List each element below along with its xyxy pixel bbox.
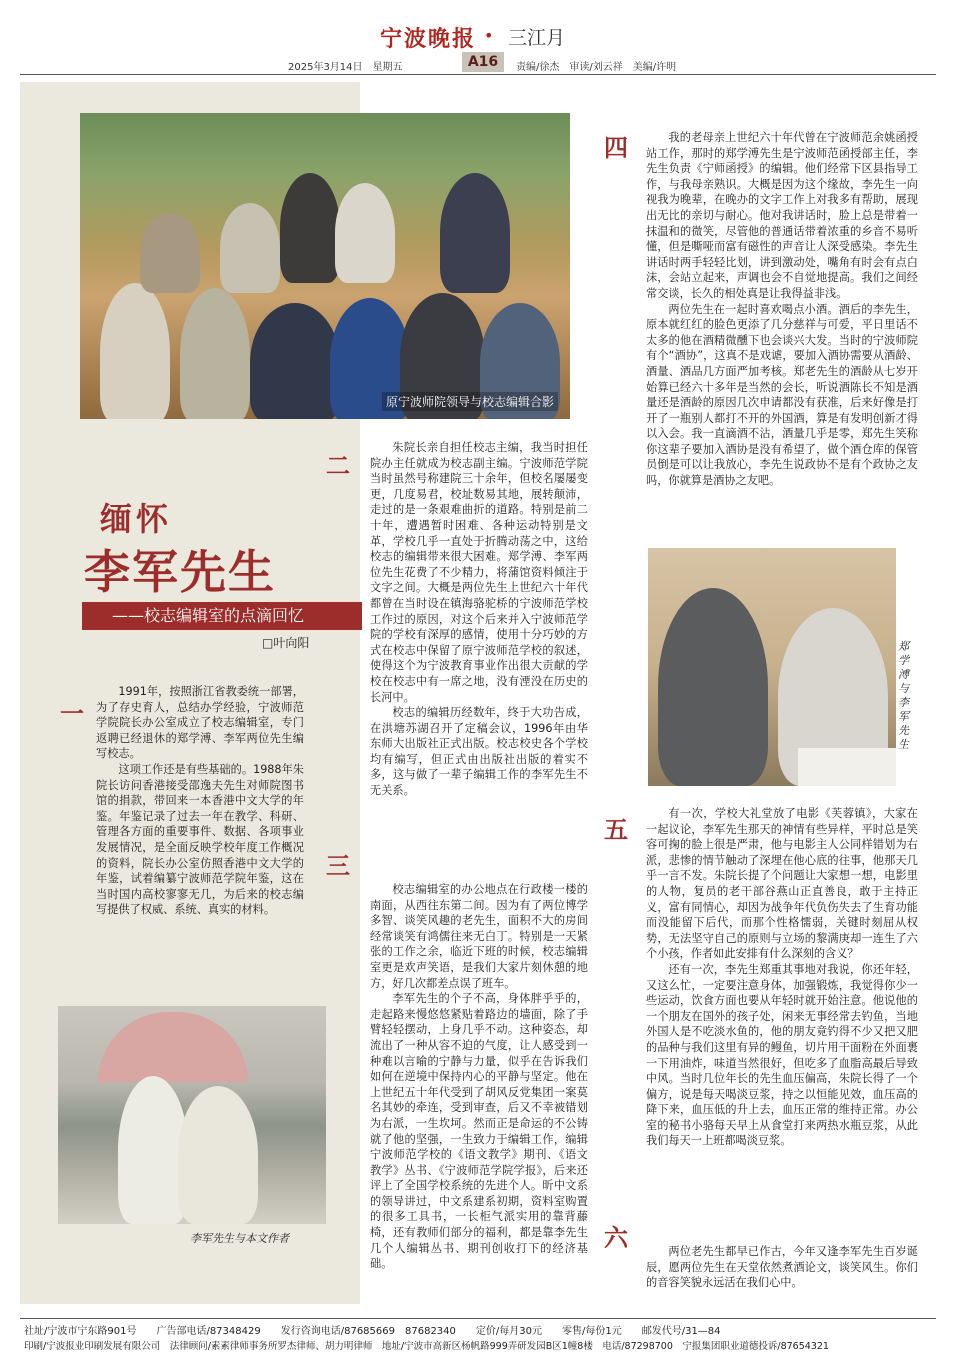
dinner-photo xyxy=(648,548,896,786)
section-mark-1: 一 xyxy=(60,699,84,728)
byline: □叶向阳 xyxy=(262,636,310,650)
paragraph: 两位先生在一起时喜欢喝点小酒。酒后的李先生，原本就红红的脸色更添了几分慈祥与可爱，平日里话不太多的他在酒精微醺下也会谈兴大发。当时的宁波师院有个“酒协”，这真不是戏谑，要加入酒协需要从酒龄、酒量、酒品几方面严加考核。郑老先生的酒龄从七岁开始算已经六十多年是当然的会长，听说酒陈长不知是酒量还是酒龄的原因几次申请都没有获准，后来好像是打开了一瓶别人都打不开的外国酒，算是有发明创新才得以入会。我一直滴酒不沾，酒量几乎是零，郑先生笑称你这辈子要加入酒协是没有希望了，做个酒仓库的保管员倒是可以让我放心，李先生说政协不是有个政协之友吗，你就算是酒协之友吧。 xyxy=(646,302,918,488)
section-mark-4: 四 xyxy=(604,133,628,162)
umbrella-photo xyxy=(58,1006,326,1224)
paragraph: 朱院长亲自担任校志主编，我当时担任院办主任就成为校志副主编。宁波师范学院当时虽然号称建院三十余年，但校名屡屡变更，几度易君，校址数易其地，展转颠沛，走过的是一条艰难曲折的道路。特别是前二十年，遭遇暂时困难、各种运动特别是文革，学校几乎一直处于折腾动荡之中，这给校志的编辑带来很大困难。郑学溥、李军两位先生花费了不少精力，将蒲馆资料倾注于文字之间。大概是两位先生上世纪六十年代都曾在当时设在镇海骆驼桥的宁波师范学校工作过的原因，对这个后来并入宁波师范学院的学校有深厚的感情，使用十分巧妙的方式在校志中保留了原宁波师范学校的叙述，使得这个为宁波教育事业作出很大贡献的学校在校志中有一席之地，没有湮没在历史的长河中。 xyxy=(370,441,588,704)
group-photo-caption: 原宁波师院领导与校志编辑合影 xyxy=(382,392,558,411)
section-name: 三江月 xyxy=(508,27,566,49)
paragraph: 校志编辑室的办公地点在行政楼一楼的南面，从西往东第二间。因为有了两位博学多智、谈笑风趣的老先生，面积不大的房间经常谈笑有鸿儒往来无白丁。特别是一天紧张的工作之余，临近下班的时候，校志编辑室更是欢声笑语，是我们大家片刻休憩的地方，好几次都差点误了班车。 xyxy=(370,883,588,990)
umbrella-photo-caption: 李军先生与本文作者 xyxy=(190,1232,289,1245)
headline-subtitle: ——校志编辑室的点滴回忆 xyxy=(82,602,362,630)
footer-line-1: 社址/宁波市宁东路901号 广告部电话/87348429 发行咨询电话/87685669 87682340 定价/每月30元 零售/每份1元 邮发代号/31—84 xyxy=(24,1326,721,1337)
section-one-text xyxy=(96,684,304,918)
header-divider xyxy=(20,74,936,75)
group-photo xyxy=(80,113,570,419)
section-mark-5: 五 xyxy=(604,815,628,844)
footer-divider xyxy=(20,1318,936,1319)
page-number-badge: A16 xyxy=(462,52,504,72)
masthead xyxy=(0,0,956,80)
paragraph: 两位老先生都早已作古，今年又逢李军先生百岁诞辰，愿两位先生在天堂依然煮酒论文，谈笑风生。你们的音容笑貌永远活在我们心中。 xyxy=(646,1245,918,1290)
editor-credits: 责编/徐杰 审读/刘云祥 美编/许明 xyxy=(516,62,677,73)
paragraph: 这项工作还是有些基础的。1988年朱院长访问香港接受邵逸夫先生对师院图书馆的捐款，带回来一本香港中文大学的年鉴。年鉴记录了过去一年在教学、科研、管理各方面的重要事件、数据、各项事业发展情况，是全面反映学校年度工作概况的资料，院长办公室仿照香港中文大学的年鉴，试着编纂宁波师范学院年鉴，这在当时国内高校寥寥无几，为后来的校志编写提供了权威、系统、真实的材料。 xyxy=(96,762,304,917)
section-two-text xyxy=(370,440,588,799)
paragraph: 李军先生的个子不高，身体胖乎乎的，走起路来慢悠悠紧贴着路边的墙面，除了手臂轻轻摆动，上身几乎不动。这种姿态，却流出了一种从容不迫的气度，让人感受到一种难以言喻的宁静与力量，似乎在告诉我们如何在逆境中保持内心的平静与坚定。他在上世纪五十年代受到了胡风反党集团一案莫名其妙的牵连，受到审查，后又不幸被错划为右派，一生坎坷。然而正是命运的不公铸就了他的坚强，一生致力于编辑工作，编辑宁波师范学校的《语文教学》期刊、《语文教学》丛书、《宁波师范学院学报》，后来还评上了全国学校系统的先进个人。昕中文系的领导讲过，中文系建系初期，资料室购置的很多工具书，一长柜气派实用的靠背藤椅，还有教师们部分的福利，都是靠李先生几个人编辑丛书、期刊创收打下的经济基础。 xyxy=(370,992,588,1271)
footer-line-2: 印刷/宁波报业印刷发展有限公司 法律顾问/素素律师事务所罗杰律师、胡力明律师 地址/宁波市高新区杨帆路999弄研发园B区1幢8楼 电话/87298700 宁报集团职业道德投诉/87654321 xyxy=(24,1341,829,1352)
section-mark-3: 三 xyxy=(326,851,350,880)
headline-title: 李军先生 xyxy=(84,545,276,599)
paragraph: 有一次，学校大礼堂放了电影《芙蓉镇》，大家在一起议论，李军先生那天的神情有些异样，平时总是笑容可掬的脸上很是严肃，他与电影主人公同样错划为右派，悲惨的情节触动了深埋在他心底的往事，他那天几乎一言不发。朱院长提了个问题让大家想一想，电影里的人物，复员的老干部谷燕山正直善良，敢于主持正义，富有同情心，却因为战争年代负伤失去了生育功能而没能留下后代，而那个性格懦弱，关键时刻屈从权势，无法坚守自己的原则与立场的黎满庚却一连生了六个小孩，作者如此安排有什么深刻的含义？ xyxy=(646,807,918,961)
section-five-text xyxy=(646,806,918,1149)
dinner-photo-caption: 郑学溥与李军先生 xyxy=(898,640,909,751)
newspaper-logo: 宁波晚报 xyxy=(380,26,477,52)
paragraph: 我的老母亲上世纪六十年代曾在宁波师范余姚函授站工作，那时的郑学溥先生是宁波师范函授部主任，李先生负责《宁师函授》的编辑。他们经常下区县指导工作，与我母亲熟识。大概是因为这个缘故，李先生一向视我为晚辈，在晚办的文字工作上对我多有帮助，展现出无比的亲切与耐心。他对我讲话时，脸上总是带着一抹温和的微笑，尽管他的普通话带着浓重的乡音不易听懂，但是嘶哑而富有磁性的声音让人深受感染。李先生讲话时两手轻轻比划，讲到激动处，嘴角有时会有点白沫，会站立起来，声调也会不自觉地提高。我们之间经常交谈，长久的相处真是让我得益非浅。 xyxy=(646,131,918,300)
section-mark-6: 六 xyxy=(604,1223,628,1252)
paragraph: 1991年，按照浙江省教委统一部署，为了存史育人，总结办学经验，宁波师范学院院长办公室成立了校志编辑室，专门返聘已经退休的郑学溥、李军两位先生编写校志。 xyxy=(96,685,304,761)
section-three-text xyxy=(370,882,588,1272)
section-mark-2: 二 xyxy=(326,451,350,480)
paragraph: 还有一次，李先生郑重其事地对我说，你还年轻，又这么忙，一定要注意身体，加强锻炼，我觉得你少一些运动，饮食方面也要从年轻时就开始注意。他说他的一个朋友在国外的孩子处，闲来无事经常去钓鱼，当地外国人是不吃淡水鱼的，他的朋友竟钓得不少又把又肥的品种与我们这里有异的鳗鱼，切片用干面粉在外面裹一下用油炸，味道当然很好，但吃多了血脂高最后导致中风。当时几位年长的先生血压偏高，朱院长得了一个偏方，说是每天喝淡豆浆，持之以恒能见效，血压高的降下来，血压低的升上去，血压正常的维持正常。办公室的秘书小骆每天早上从食堂打来两热水瓶豆浆，从此我们每天一上班都喝淡豆浆。 xyxy=(646,962,918,1148)
issue-date: 2025年3月14日 星期五 xyxy=(288,62,403,73)
paragraph: 校志的编辑历经数年，终于大功告成，在洪塘苏湖召开了定稿会议，1996年由华东师大出版社正式出版。校志校史各个学校均有编写，但正式由出版社出版的着实不多，这与做了一辈子编辑工作的李军先生不无关系。 xyxy=(370,706,588,798)
section-four-text xyxy=(646,130,918,489)
masthead-dot: • xyxy=(484,26,494,45)
headline-kicker: 缅怀 xyxy=(100,500,173,538)
section-six-text xyxy=(646,1244,918,1291)
